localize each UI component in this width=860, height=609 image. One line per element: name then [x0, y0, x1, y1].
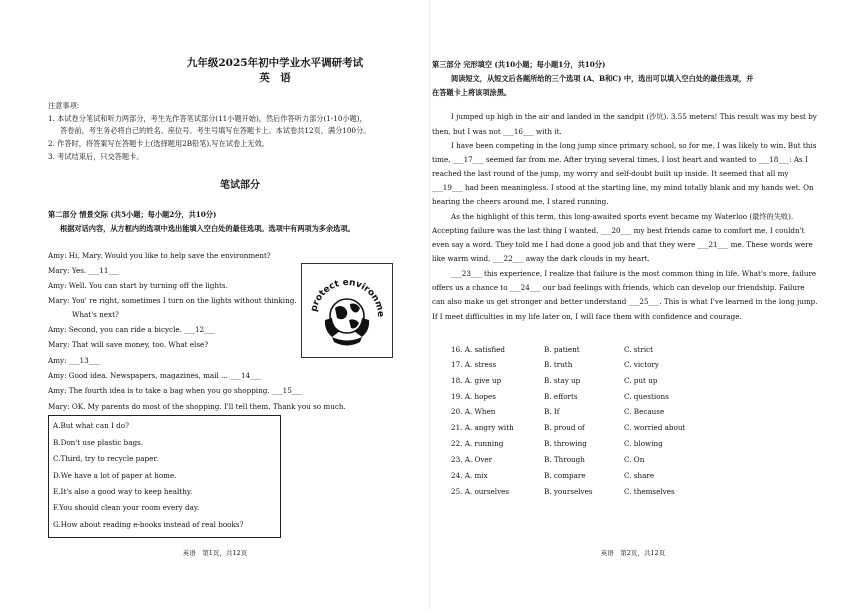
passage-line-14: can also make us get stronger and better understand ___25___. This is what I've learned in the long jump. [432, 297, 818, 306]
option-g: G.How about reading e-books instead of real books? [53, 520, 244, 529]
note-line-4: 3. 考试结束后，只交答题卡。 [48, 152, 144, 161]
dialogue-line-5: What's next? [72, 310, 119, 319]
dialogue-line-1: Amy: Hi, Mary. Would you like to help save the environment? [48, 251, 271, 260]
choice-22-b: B. throwing [544, 439, 587, 448]
choice-25-b: B. yourselves [544, 487, 593, 496]
choice-18-b: B. stay up [544, 376, 581, 385]
choice-23-a: 23. A. Over [451, 455, 493, 464]
choice-18-c: C. put up [624, 376, 658, 385]
passage-line-10: even say a word. They told me I had done a good job and that they were ___21___ me. These words were [432, 240, 813, 249]
passage-line-6: ___19___ had been meaningless. I stood at the starting line, my mind totally blank and my hands wet. On [432, 183, 814, 192]
choice-25-c: C. themselves [624, 487, 675, 496]
choice-25-a: 25. A. ourselves [451, 487, 510, 496]
dialogue-line-10: Amy: The fourth idea is to take a bag when you go shopping. ___15___ [48, 386, 303, 395]
choice-16-a: 16. A. satisfied [451, 345, 505, 354]
option-b: B.Don't use plastic bags. [53, 438, 144, 447]
choice-19-c: C. questions [624, 392, 669, 401]
passage-line-9: Accepting failure was the last thing I wanted. ___20___ my best friends came to comfort me, I couldn't [432, 226, 805, 235]
dialogue-line-7: Mary: That will save money, too. What else? [48, 340, 209, 349]
choice-23-b: B. Through [544, 455, 585, 464]
exam-title: 九年级2025年初中学业水平调研考试 [186, 57, 364, 69]
passage-line-7: hearing the cheers around me, I stared running. [432, 197, 609, 206]
option-d: D.We have a lot of paper at home. [53, 471, 177, 480]
globe-hands-icon [302, 264, 392, 357]
note-line-3: 2. 作答时，将答案写在答题卡上(选择题用2B铅笔),写在试卷上无效。 [48, 139, 269, 148]
part3-instruction-1: 阅读短文，从短文后各题所给的三个选项 (A、B和C) 中，选出可以填入空白处的最佳选项，并 [451, 74, 754, 83]
passage-line-3: I have been competing in the long jump since primary school, so for me, I was likely to win. But this [451, 141, 817, 150]
part3-heading: 第三部分 完形填空 (共10小题；每小题1分，共10分) [432, 60, 606, 69]
choice-22-c: C. blowing [624, 439, 663, 448]
choice-24-a: 24. A. mix [451, 471, 488, 480]
choice-19-b: B. efforts [544, 392, 578, 401]
option-f: F.You should clean your room every day. [53, 503, 200, 512]
choice-17-a: 17. A. stress [451, 360, 497, 369]
note-line-1: 1. 本试卷分笔试和听力两部分，考生先作答笔试部分(11小题开始)，然后作答听力部分(1-10小题)， [48, 114, 367, 123]
choice-23-c: C. On [624, 455, 645, 464]
poster-caption: protect environme [309, 277, 386, 318]
passage-line-11: like warm wind, ___22___ away the dark clouds in my heart. [432, 254, 650, 263]
passage-line-5: reached the last round of the jump, my worry and self-doubt built up inside. It seemed that all my [432, 169, 789, 178]
passage-line-1: I jumped up high in the air and landed in the sandpit (沙坑). 3.55 meters! This result was my best by [451, 112, 817, 121]
choice-18-a: 18. A. give up [451, 376, 502, 385]
choice-17-c: C. victory [624, 360, 659, 369]
dialogue-line-11: Mary: OK. My parents do most of the shopping. I'll tell them. Thank you so much. [48, 402, 346, 411]
page2-footer: 英语 第2页，共12页 [600, 549, 666, 557]
page1-footer: 英语 第1页，共12页 [182, 549, 248, 557]
choice-21-b: B. proud of [544, 423, 585, 432]
dialogue-line-4: Mary: You' re right, sometimes I turn on the lights without thinking. [48, 296, 297, 305]
choice-20-a: 20. A. When [451, 407, 496, 416]
choice-21-c: C. worried about [624, 423, 686, 432]
subject-title: 英 语 [259, 72, 291, 84]
choice-24-c: C. share [624, 471, 655, 480]
choice-20-b: B. If [544, 407, 560, 416]
option-e: E.It's also a good way to keep healthy. [53, 487, 193, 496]
note-line-2: 答卷前，考生务必将自己的姓名、座位号、考生号填写在答题卡上。本试卷共12页，满分100分。 [60, 126, 371, 135]
choice-17-b: B. truth [544, 360, 573, 369]
protect-environment-poster [301, 263, 393, 358]
dialogue-line-9: Amy: Good idea. Newspapers, magazines, mail ... ___14___ [48, 371, 261, 380]
passage-line-15: If I meet difficulties in my life later on, I will face them with confidence and courage. [432, 312, 742, 321]
choice-16-c: C. strict [624, 345, 654, 354]
passage-line-8: As the highlight of this term, this long-awaited sports event became my Waterloo (最终的失败). [451, 212, 794, 221]
notes-title: 注意事项: [48, 101, 80, 110]
choice-22-a: 22. A. running [451, 439, 504, 448]
part3-instruction-2: 在答题卡上将该项涂黑。 [432, 88, 512, 97]
dialogue-line-2: Mary: Yes. ___11___ [48, 266, 120, 275]
choice-16-b: B. patient [544, 345, 580, 354]
dialogue-line-8: Amy: ___13___ [48, 356, 100, 365]
passage-line-13: offers us a chance to ___24___ our bad feelings with friends, which can develop our friendship. Failure [432, 283, 805, 292]
option-c: C.Third, try to recycle paper. [53, 454, 159, 463]
choice-21-a: 21. A. angry with [451, 423, 514, 432]
dialogue-line-6: Amy: Second, you can ride a bicycle. ___12___ [48, 325, 215, 334]
page-divider [429, 0, 430, 609]
choice-20-c: C. Because [624, 407, 665, 416]
choice-24-b: B. compare [544, 471, 586, 480]
option-a: A.But what can I do? [53, 421, 129, 430]
passage-line-4: time, ___17___ seemed far from me. After trying several times, I lost heart and wanted to ___18___: As I [432, 155, 808, 164]
part2-instruction: 根据对话内容，从方框内的选项中选出能填入空白处的最佳选项。选项中有两项为多余选项。 [60, 224, 355, 233]
passage-line-2: then, but I was not ___16___ with it. [432, 127, 562, 136]
written-section-heading: 笔试部分 [220, 180, 260, 191]
choice-19-a: 19. A. hopes [451, 392, 496, 401]
passage-line-12: ___23___ this experience, I realize that failure is the most common thing in life. What's more, failure [451, 269, 817, 278]
part2-heading: 第二部分 情景交际 (共5小题；每小题2分，共10分) [48, 210, 217, 219]
dialogue-line-3: Amy: Well. You can start by turning off the lights. [48, 281, 228, 290]
